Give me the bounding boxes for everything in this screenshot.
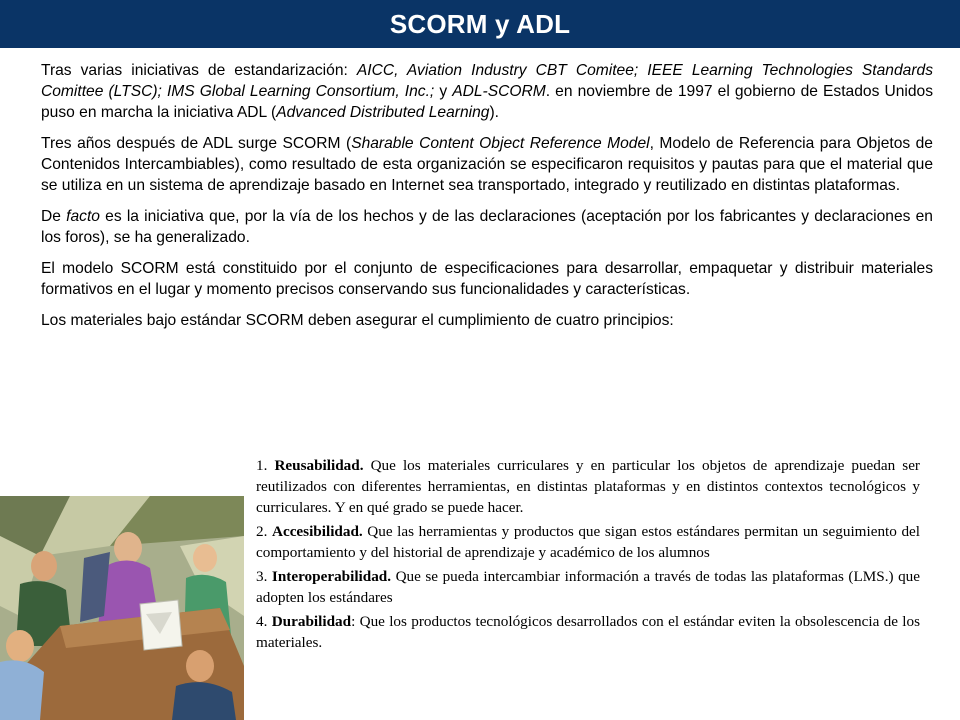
p1-text-e: . en noviembre de 1997 el gobierno de Estados Unidos puso en marcha la iniciativa ADL ( (41, 83, 933, 121)
principle-name: Reusabilidad. (274, 457, 364, 474)
principle-number: 4. (256, 613, 272, 630)
principle-number: 3. (256, 568, 272, 585)
p1-italic-initiatives: AICC, Aviation Industry CBT Comitee; IEEE Learning Technologies Standards Comittee (LTSC); IMS Global Learning Consortium, Inc.; (41, 62, 933, 100)
page-title: SCORM y ADL (389, 8, 571, 39)
p2-text-a: Tres años después de ADL surge SCORM ( (41, 135, 352, 152)
principle-number: 1. (256, 457, 275, 474)
p2-text-c: , Modelo de Referencia para Objetos de Contenidos Intercambiables), como resultado de esta organización se especificaron requisitos y pautas para que el material que se utiliza en un sistema de aprendizaje basado en Internet sea transportado, integrado y reutilizado en distintas plataformas. (41, 135, 933, 194)
p2-italic-scorm: Sharable Content Object Reference Model (351, 135, 650, 152)
principle-text: Que las herramientas y productos que sigan estos estándares permitan un seguimiento del comportamiento y del historial de aprendizaje y académico de los alumnos (256, 523, 920, 561)
paragraph-1 (41, 60, 933, 123)
principle-name: Durabilidad (271, 613, 352, 630)
p1-text-a: Tras varias iniciativas de estandarización: (41, 62, 357, 79)
principle-item (256, 611, 920, 653)
p3-text-a: De (41, 208, 67, 225)
p3-italic-facto: facto (66, 208, 100, 225)
paragraph-4: El modelo SCORM está constituido por el conjunto de especificaciones para desarrollar, empaquetar y distribuir materiales formativos en el lugar y momento precisos conservando sus funcionalidades y características. (41, 260, 933, 298)
p1-text-c: y (434, 83, 453, 100)
principle-item (256, 566, 920, 608)
principle-item (256, 521, 920, 563)
principle-text: : Que los productos tecnológicos desarrollados con el estándar eviten la obsolescencia de los materiales. (256, 613, 920, 651)
principle-number: 2. (256, 523, 272, 540)
principle-name: Interoperabilidad. (271, 568, 392, 585)
title-bar (0, 0, 960, 48)
principle-text: Que se pueda intercambiar información a través de todas las plataformas (LMS.) que adopten los estándares (256, 568, 920, 606)
p1-text-g: ). (489, 104, 499, 121)
p1-italic-adl: Advanced Distributed Learning (276, 104, 490, 121)
p3-text-c: es la iniciativa que, por la vía de los hechos y de las declaraciones (aceptación por los fabricantes y declaraciones en los foros), se ha generalizado. (41, 208, 933, 246)
principle-name: Accesibilidad. (271, 523, 363, 540)
paragraph-2 (41, 133, 933, 196)
principles-list (256, 455, 920, 656)
paragraph-5: Los materiales bajo estándar SCORM deben asegurar el cumplimiento de cuatro principios: (41, 312, 674, 329)
body-text (41, 60, 933, 341)
meeting-illustration (0, 496, 244, 720)
principle-item (256, 455, 920, 518)
p1-italic-adl-scorm: ADL-SCORM (452, 83, 546, 100)
paragraph-3 (41, 206, 933, 248)
principle-text: Que los materiales curriculares y en particular los objetos de aprendizaje puedan ser reutilizados con diferentes herramientas, en distintas plataformas y en distintos contextos tecnológicos y curriculares. Y en qué grado se puede hacer. (256, 457, 920, 516)
